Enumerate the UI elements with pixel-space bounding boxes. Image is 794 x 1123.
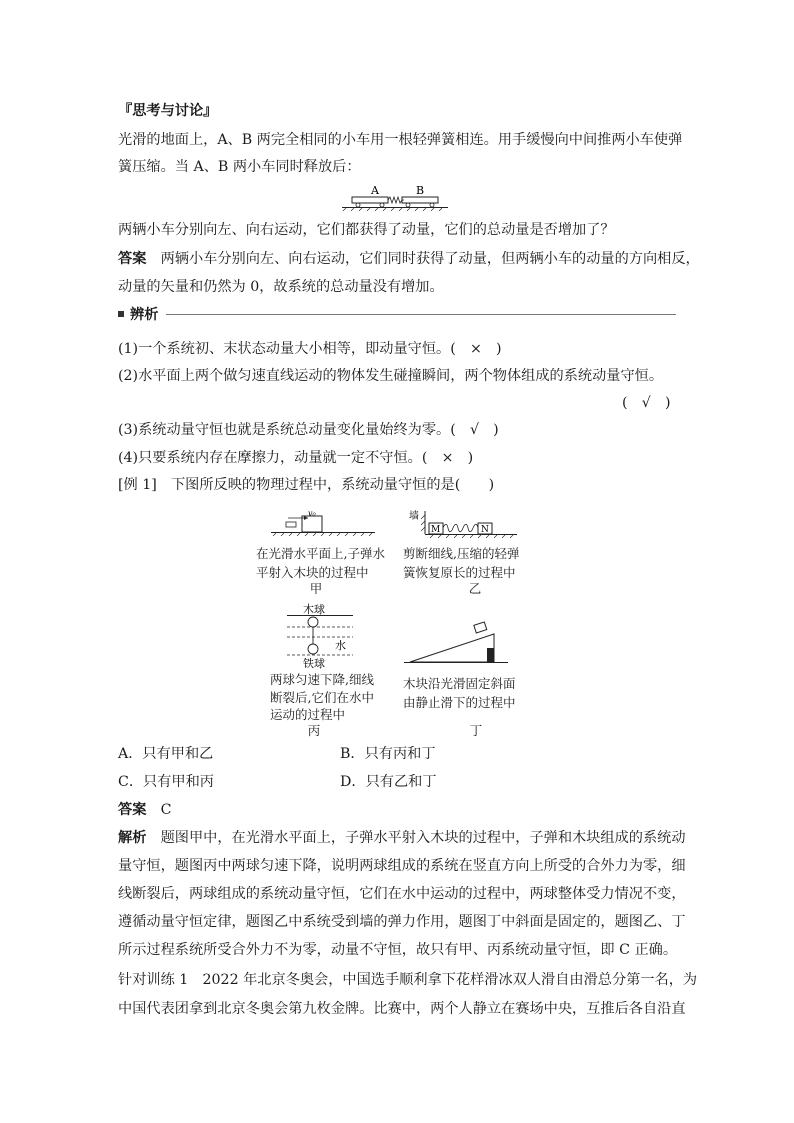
answer-value: C [160,802,172,818]
ding-caption-1: 木块沿光滑固定斜面 [403,676,516,691]
wood-ball-label: 木球 [303,603,325,616]
option-b: B．只有丙和丁 [340,746,436,762]
option-d: D．只有乙和丁 [340,774,437,790]
yi-caption-1: 剪断细线,压缩的轻弹 [403,546,520,561]
block-n-label: N [481,525,489,535]
training-line-1: 针对训练 1 2022 年北京冬奥会，中国选手顺利拿下花样滑冰双人滑自由滑总分第一名，为 [118,972,698,988]
explanation-line-5: 所示过程系统所受合外力不为零，动量不守恒，故只有甲、丙系统动量守恒，即 C 正确。 [118,942,678,958]
bing-caption-1: 两球匀速下降,细线 [270,672,374,687]
jia-caption-1: 在光滑水平面上,子弹水 [256,546,385,561]
car-b-label: B [416,184,425,197]
jia-name: 甲 [309,581,323,596]
example-answer [118,800,171,820]
spring-icon [443,524,478,532]
explanation-line-3: 线断裂后，两球组成的系统动量守恒，它们在水中运动的过程中，两球整体受力情况不变， [118,886,686,902]
ding-name: 丁 [469,723,483,738]
training-line-2: 中国代表团拿到北京冬奥会第九枚金牌。比赛中，两个人静立在赛场中央，互推后各自沿直 [118,1001,686,1017]
think-paragraph-line-1: 光滑的地面上，A、B 两完全相同的小车用一根轻弹簧相连。用手缓慢向中间推两小车使弹 [118,132,683,148]
block-m-label: M [431,525,441,535]
figure-ding [402,618,512,666]
analysis-item-3: (3)系统动量守恒也就是系统总动量变化量始终为零。( √ ) [118,422,499,438]
section-title-think: 『思考与讨论』 [118,103,218,119]
car-a-label: A [371,184,379,197]
explanation-line-2: 量守恒，题图丙中两球匀速下降，说明两球组成的系统在竖直方向上所受的合外力为零，细 [118,858,686,874]
section-divider [118,314,676,315]
square-bullet-icon [118,311,124,317]
yi-caption-2: 簧恢复原长的过程中 [403,565,516,580]
car-b [402,197,438,203]
stopper [487,648,494,662]
example-title: [例 1] 下图所反映的物理过程中，系统动量守恒的是( ) [118,477,495,493]
explanation-line-1: 解析 题图甲中，在光滑水平面上，子弹水平射入木块的过程中，子弹和木块组成的系统动 [118,830,686,846]
figure-yi [405,505,520,539]
training-label: 针对训练 1 [118,972,189,988]
incline [410,634,494,662]
think-answer-line-2: 动量的矢量和仍然为 0，故系统的总动量没有增加。 [118,279,444,295]
option-c: C．只有甲和丙 [118,774,214,790]
answer-label: 答案 [118,802,147,818]
water-label: 水 [335,639,346,652]
analysis-item-2: (2)水平面上两个做匀速直线运动的物体发生碰撞瞬间，两个物体组成的系统动量守恒。 [118,368,664,384]
sliding-block [474,622,487,633]
car-a [352,197,388,203]
iron-ball [308,644,318,654]
bullet [286,522,296,527]
bing-caption-2: 断裂后,它们在水中 [270,690,374,705]
yi-name: 乙 [468,581,482,596]
explanation-label: 解析 [118,830,147,846]
think-question: 两辆小车分别向左、向右运动，它们都获得了动量，它们的总动量是否增加了？ [118,222,615,238]
wood-ball [308,617,318,627]
analysis-item-2-mark: ( √ ) [622,395,671,411]
figure-bing [285,601,355,671]
bing-name: 丙 [307,723,321,738]
figure-jia [268,505,378,539]
velocity-label: v₀ [308,509,316,518]
answer-text: 两辆小车分别向左、向右运动，它们同时获得了动量，但两辆小车的动量的方向相反， [160,251,700,267]
jia-caption-2: 平射入木块的过程中 [256,565,369,580]
spring-cars-figure [340,182,450,212]
bing-caption-3: 运动的过程中 [270,707,346,722]
ding-caption-2: 由静止滑下的过程中 [403,695,516,710]
option-a: A．只有甲和乙 [118,746,214,762]
think-answer-line-1 [118,249,700,269]
wall-label: 墙 [409,511,419,522]
think-paragraph-line-2: 簧压缩。当 A、B 两小车同时释放后： [118,159,361,175]
analysis-item-4: (4)只要系统内存在摩擦力，动量就一定不守恒。( × ) [118,450,474,466]
analysis-item-1: (1)一个系统初、末状态动量大小相等，即动量守恒。( × ) [118,341,502,357]
analysis-title: 辨析 [118,305,166,325]
answer-label: 答案 [118,251,147,267]
explanation-line-4: 遵循动量守恒定律，题图乙中系统受到墙的弹力作用，题图丁中斜面是固定的，题图乙、丁 [118,914,686,930]
iron-ball-label: 铁球 [303,657,325,670]
